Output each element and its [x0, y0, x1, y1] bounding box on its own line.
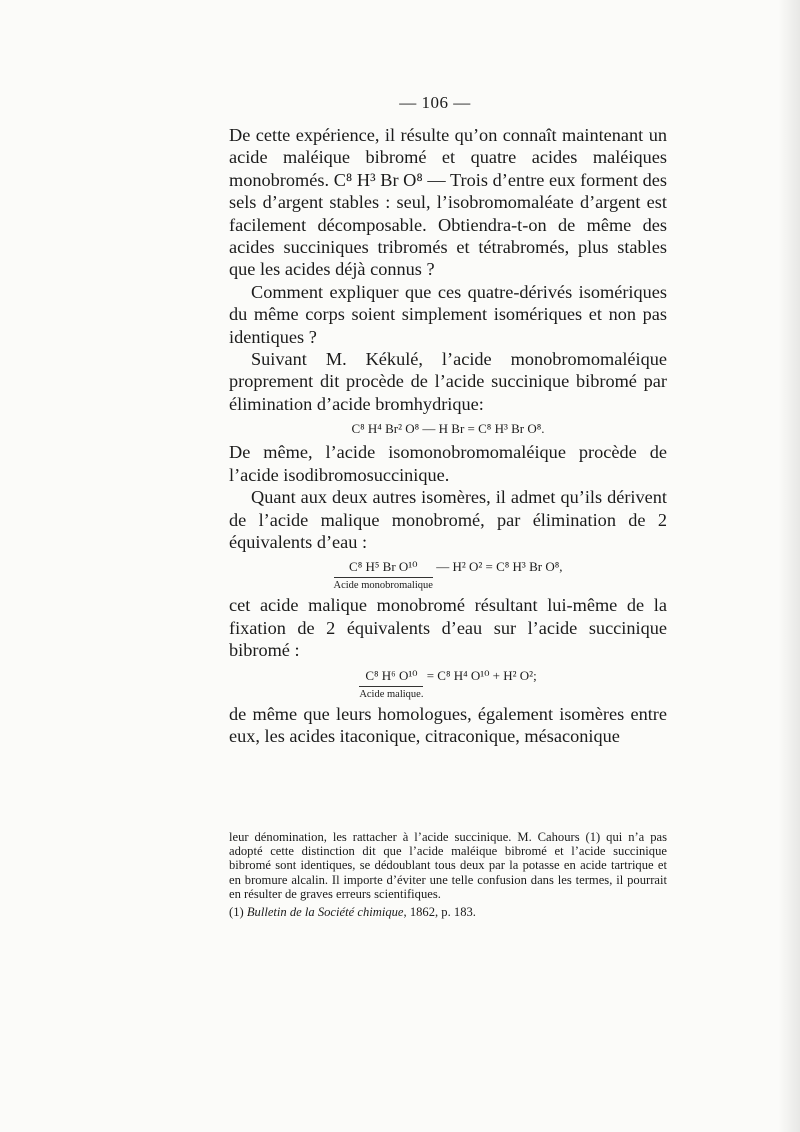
footnote-text: leur dénomination, les rattacher à l’acide succinique. M. Cahours (1) qui n’a pas adopté cette distinction dit que l’acide maléique bibromé et l’acide succinique bibromé sont identiques, se dédoublant tous deux par la potasse en acide tartrique et en bromure alcalin. Il importe d’éviter une telle confusion dans les termes, il pourrait en résulter de graves erreurs scientifiques.	[229, 830, 667, 901]
paragraph-6: cet acide malique monobromé résultant lui-même de la fixation de 2 équivalents d’eau sur l’acide succinique bibromé :	[229, 595, 667, 661]
formula-2-label: Acide monobromalique	[334, 577, 433, 592]
footnote-ref-title: Bulletin de la Société chimique	[246, 905, 404, 920]
formula-3-left: C⁸ H⁶ O¹⁰	[365, 667, 418, 683]
formula-2-right: — H² O² = C⁸ H³ Br O⁸,	[432, 559, 563, 575]
formula-3-right: = C⁸ H⁴ O¹⁰ + H² O²;	[423, 667, 537, 683]
paragraph-1-continuation: — Trois d’entre eux forment des sels d’argent stables : seul, l’isobromomaléate d’argent est facilement décomposable. Obtiendra-t-on de même des acides succiniques tribromés et tétrabromés, plus stables que les acides déjà connus ?	[229, 169, 667, 280]
formula-2-left: C⁸ H⁵ Br O¹⁰	[349, 559, 418, 575]
body-text	[229, 124, 667, 747]
formula-2	[229, 557, 667, 592]
paragraph-7: de même que leurs homologues, également isomères entre eux, les acides itaconique, citraconique, mésaconique	[229, 703, 667, 746]
paragraph-4: De même, l’acide isomonobromomaléique procède de l’acide isodibromosuccinique.	[229, 442, 667, 485]
page-number: — 106 —	[399, 93, 471, 112]
formula-3	[229, 666, 667, 701]
inline-formula: C⁸ H³ Br O⁸	[333, 169, 423, 190]
footnote	[229, 830, 667, 919]
paragraph-1	[229, 124, 667, 281]
formula-3-label: Acide malique.	[359, 686, 423, 701]
footnote-ref-number: (1)	[229, 905, 244, 920]
formula-2-term	[334, 557, 433, 592]
paragraph-1-text: De cette expérience, il résulte qu’on connaît maintenant un acide maléique bibromé et quatre acides maléiques monobromés.	[229, 125, 667, 190]
formula-3-term	[359, 666, 423, 701]
paragraph-5: Quant aux deux autres isomères, il admet qu’ils dérivent de l’acide malique monobromé, par élimination de 2 équivalents d’eau :	[229, 487, 667, 552]
footnote-ref-details: , 1862, p. 183.	[403, 905, 476, 920]
paragraph-3: Suivant M. Kékulé, l’acide monobromomaléique proprement dit procède de l’acide succinique bibromé par élimination d’acide bromhydrique:	[229, 349, 667, 414]
formula-1: C⁸ H⁴ Br² O⁸ — H Br = C⁸ H³ Br O⁸.	[351, 421, 545, 437]
paragraph-2: Comment expliquer que ces quatre-dérivés isomériques du même corps soient simplement isomériques et non pas identiques ?	[229, 281, 667, 347]
page-edge-shadow	[778, 0, 800, 1132]
footnote-reference	[229, 905, 667, 919]
